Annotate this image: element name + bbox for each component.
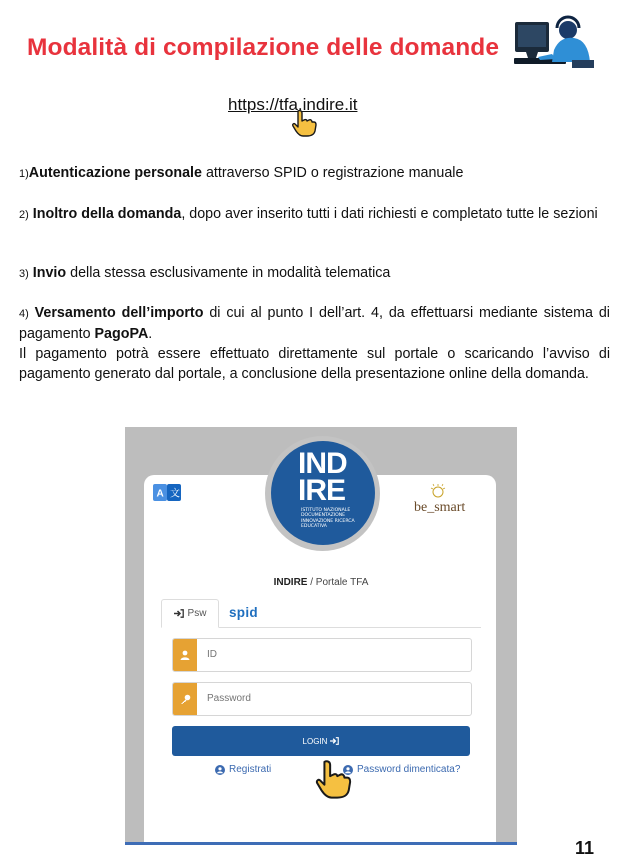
payment-note: Il pagamento potrà essere effettuato direttamente sul portale o scaricando l’avviso di pagamento generato dal portale, a conclusione della presentazione online della domanda. (19, 346, 610, 382)
register-link[interactable]: Registrati (215, 764, 271, 775)
screenshot-bottom-bar (125, 842, 517, 845)
page-number: 11 (575, 838, 595, 858)
password-field[interactable] (172, 682, 472, 716)
page-title: Modalità di compilazione delle domande (27, 34, 500, 61)
step-1: 1)Autenticazione personale attraverso SPID o registrazione manuale (19, 165, 464, 181)
user-circle-icon (215, 765, 225, 775)
step-2: 2) Inoltro della domanda, dopo aver inserito tutti i dati richiesti e completato tutte le sezioni (19, 206, 598, 222)
user-icon (173, 639, 197, 671)
sign-in-icon (330, 737, 339, 745)
portal-url[interactable]: https://tfa.indire.it (228, 95, 358, 114)
besmart-logo (411, 482, 486, 518)
svg-text:文: 文 (170, 488, 180, 500)
step-3: 3) Invio della stessa esclusivamente in modalità telematica (19, 265, 391, 281)
computer-worker-illustration (512, 14, 596, 72)
id-input[interactable] (207, 649, 457, 660)
svg-text:A: A (156, 488, 164, 500)
password-input[interactable] (207, 693, 457, 704)
pointing-hand-icon (313, 759, 353, 799)
forgot-password-link[interactable]: Password dimenticata? (343, 764, 460, 775)
translate-icon[interactable] (153, 484, 181, 501)
step-4: 4) Versamento dell’importo di cui al punto I dell’art. 4, da effettuarsi mediante sistema di pagamento PagoPA. Il pagamento potrà essere effettuato direttamente sul portale o scaricando l’avviso di pagamento generato dal portale, a conclusione della presentazione online della domanda. (19, 305, 610, 382)
besmart-text: be_smart (414, 500, 466, 515)
key-icon (173, 683, 197, 715)
login-tabs (161, 599, 481, 628)
id-field[interactable] (172, 638, 472, 672)
portal-title: INDIRE / Portale TFA (273, 577, 369, 588)
tab-spid[interactable]: spid (229, 605, 258, 620)
portal-screenshot (125, 427, 517, 845)
sign-in-icon (174, 609, 184, 618)
indire-logo: IND IRE ISTITUTO NAZIONALE DOCUMENTAZIONE INNOVAZIONE RICERCA EDUCATIVA (271, 441, 375, 545)
login-button[interactable]: LOGIN (172, 726, 470, 756)
tab-psw[interactable]: Psw (161, 599, 219, 628)
pointing-hand-icon (290, 109, 318, 137)
portal-url-link[interactable] (228, 95, 388, 139)
